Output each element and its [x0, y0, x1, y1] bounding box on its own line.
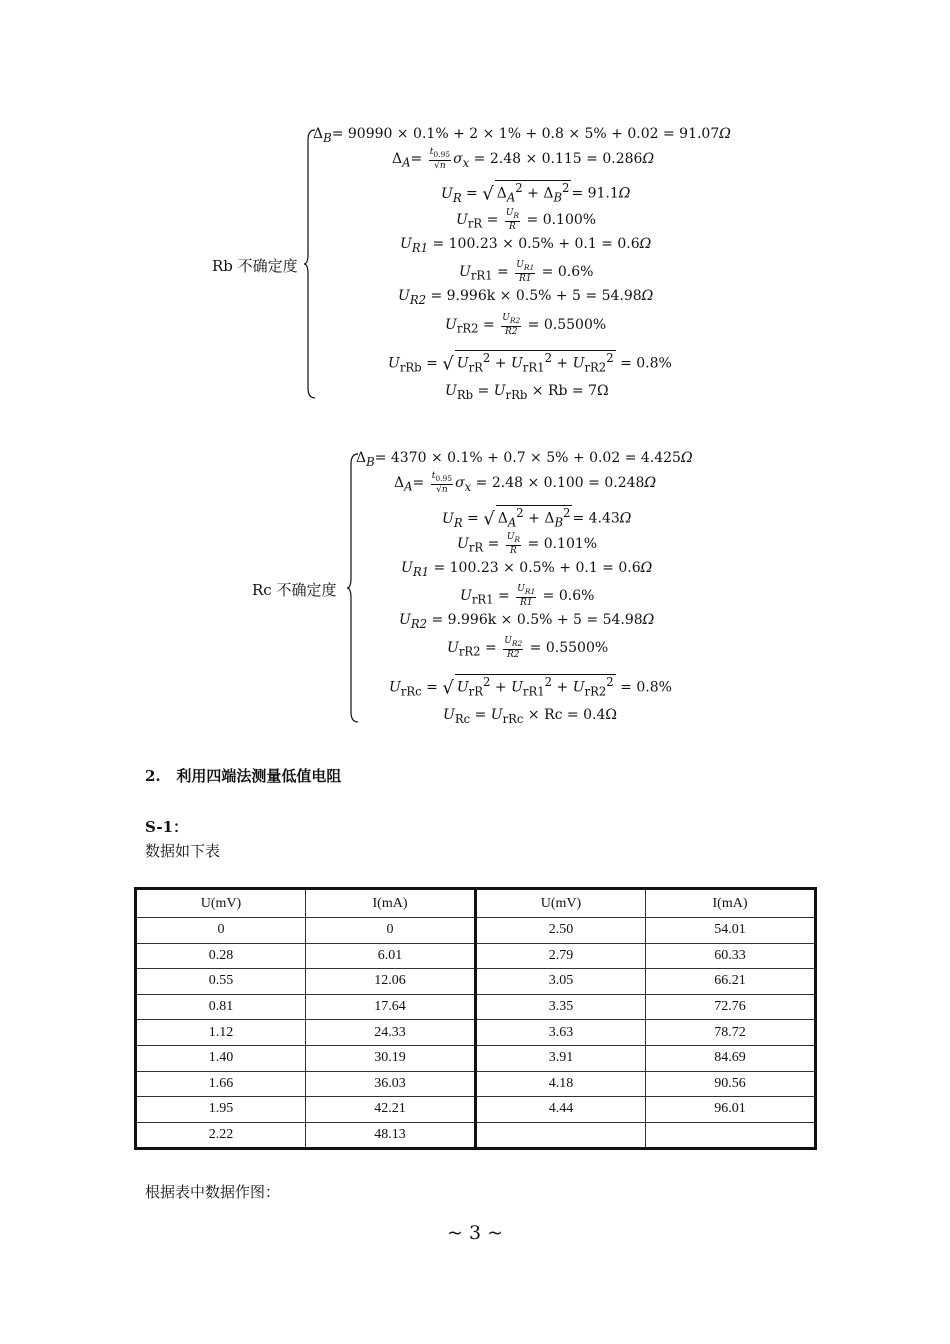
rb-u-rb: $U_{Rb} = U_{rRb} \times Rb = 7\Omega$ — [445, 383, 609, 402]
table-cell: 54.01 — [646, 918, 816, 944]
table-row — [136, 918, 816, 944]
rc-u-r2: $U_{R2} = 9.996k \times 0.5\% + 5 = 54.98\Omega$ — [399, 612, 655, 631]
rb-delta-b: $\Delta_B= 90990 \times 0.1\% + 2 \times 1\% + 0.8 \times 5\% + 0.02 = 91.07\Omega$ — [313, 126, 731, 145]
rb-delta-a: $\Delta_A=$ $\frac{t_{0.95}}{√n}$ $\sigma_x = 2.48 \times 0.115 = 0.286\Omega$ — [392, 147, 655, 171]
rc-u-r: $U_R$ = √ $\Delta_A^2 + \Delta_B^2 = 4.43\Omega$ — [442, 506, 632, 530]
rb-u-r1: $U_{R1} = 100.23 \times 0.5\% + 0.1 = 0.6\Omega$ — [400, 236, 652, 255]
rb-u-rrb: $U_{rRb}$ = √ $U_{rR}^2 + U_{rR1}^2 + U_{rR2}^2 = 0.8\%$ — [388, 351, 672, 375]
after-table-text: 根据表中数据作图： — [145, 1183, 281, 1201]
table-cell: 1.40 — [136, 1045, 306, 1071]
rb-u-r2: $U_{R2} = 9.996k \times 0.5\% + 5 = 54.98\Omega$ — [398, 288, 654, 307]
rc-delta-a: $\Delta_A=$ $\frac{t_{0.95}}{√n}$ $\sigma_x = 2.48 \times 0.100 = 0.248\Omega$ — [394, 471, 657, 495]
table-row — [136, 943, 816, 969]
rc-u-rr1: $U_{rR1}$ = $\frac{U_{R1}}{R1}$ = 0.6% — [460, 584, 595, 608]
rc-u-rr2: $U_{rR2}$ = $\frac{U_{R2}}{R2}$ = 0.5500% — [447, 636, 609, 660]
table-cell: 1.95 — [136, 1097, 306, 1123]
table-row — [136, 969, 816, 995]
rb-u-rr: $U_{rR}$ = $\frac{U_R}{R}$ = 0.100% — [456, 208, 597, 232]
table-header: U(mV) — [136, 889, 306, 918]
subheading: S-1： — [145, 818, 189, 836]
rb-u-r: $U_R$ = √ $\Delta_A^2 + \Delta_B^2 = 91.1\Omega$ — [441, 181, 631, 205]
rc-u-rc: $U_{Rc} = U_{rRc} \times Rc = 0.4\Omega$ — [443, 707, 617, 726]
rc-u-rr: $U_{rR}$ = $\frac{U_R}{R}$ = 0.101% — [457, 532, 598, 556]
table-cell: 96.01 — [646, 1097, 816, 1123]
table-cell: 6.01 — [306, 943, 476, 969]
table-cell: 3.91 — [476, 1045, 646, 1071]
rb-label: Rb 不确定度 — [212, 257, 298, 275]
table-cell: 17.64 — [306, 994, 476, 1020]
rb-u-rr2: $U_{rR2}$ = $\frac{U_{R2}}{R2}$ = 0.5500% — [445, 313, 607, 337]
table-cell: 90.56 — [646, 1071, 816, 1097]
table-cell: 72.76 — [646, 994, 816, 1020]
rc-u-r1: $U_{R1} = 100.23 \times 0.5\% + 0.1 = 0.6\Omega$ — [401, 560, 653, 579]
table-cell: 0 — [136, 918, 306, 944]
table-cell: 66.21 — [646, 969, 816, 995]
table-cell: 4.18 — [476, 1071, 646, 1097]
page-number: ~ 3 ~ — [446, 1222, 503, 1244]
table-cell: 2.79 — [476, 943, 646, 969]
table-cell: 36.03 — [306, 1071, 476, 1097]
table-cell: 4.44 — [476, 1097, 646, 1123]
table-cell — [476, 1122, 646, 1149]
data-table — [134, 887, 817, 1150]
table-cell: 0.81 — [136, 994, 306, 1020]
table-row — [136, 1097, 816, 1123]
table-header: I(mA) — [646, 889, 816, 918]
table-cell: 84.69 — [646, 1045, 816, 1071]
rc-u-rrc: $U_{rRc}$ = √ $U_{rR}^2 + U_{rR1}^2 + U_{rR2}^2 = 0.8\%$ — [389, 675, 672, 699]
table-cell: 0.55 — [136, 969, 306, 995]
table-cell: 24.33 — [306, 1020, 476, 1046]
rc-label: Rc 不确定度 — [252, 581, 337, 599]
section-heading: 2. 利用四端法测量低值电阻 — [145, 767, 342, 785]
rc-delta-b: $\Delta_B= 4370 \times 0.1\% + 0.7 \times 5\% + 0.02 = 4.425\Omega$ — [356, 450, 693, 469]
table-row — [136, 1071, 816, 1097]
table-cell: 2.22 — [136, 1122, 306, 1149]
table-header: I(mA) — [306, 889, 476, 918]
table-cell: 1.12 — [136, 1020, 306, 1046]
table-row — [136, 1045, 816, 1071]
table-cell: 12.06 — [306, 969, 476, 995]
table-cell: 3.63 — [476, 1020, 646, 1046]
table-cell: 3.35 — [476, 994, 646, 1020]
table-cell: 60.33 — [646, 943, 816, 969]
table-cell: 0.28 — [136, 943, 306, 969]
rb-brace — [303, 128, 317, 400]
table-cell: 3.05 — [476, 969, 646, 995]
table-row — [136, 1122, 816, 1149]
table-cell: 0 — [306, 918, 476, 944]
table-row — [136, 994, 816, 1020]
table-cell: 42.21 — [306, 1097, 476, 1123]
table-cell: 2.50 — [476, 918, 646, 944]
table-cell — [646, 1122, 816, 1149]
table-cell: 48.13 — [306, 1122, 476, 1149]
table-cell: 30.19 — [306, 1045, 476, 1071]
rc-brace — [346, 452, 360, 724]
intro-text: 数据如下表 — [145, 842, 221, 860]
table-cell: 78.72 — [646, 1020, 816, 1046]
rb-u-rr1: $U_{rR1}$ = $\frac{U_{R1}}{R1}$ = 0.6% — [459, 260, 594, 284]
table-header-row — [136, 889, 816, 918]
table-header: U(mV) — [476, 889, 646, 918]
table-cell: 1.66 — [136, 1071, 306, 1097]
table-row — [136, 1020, 816, 1046]
